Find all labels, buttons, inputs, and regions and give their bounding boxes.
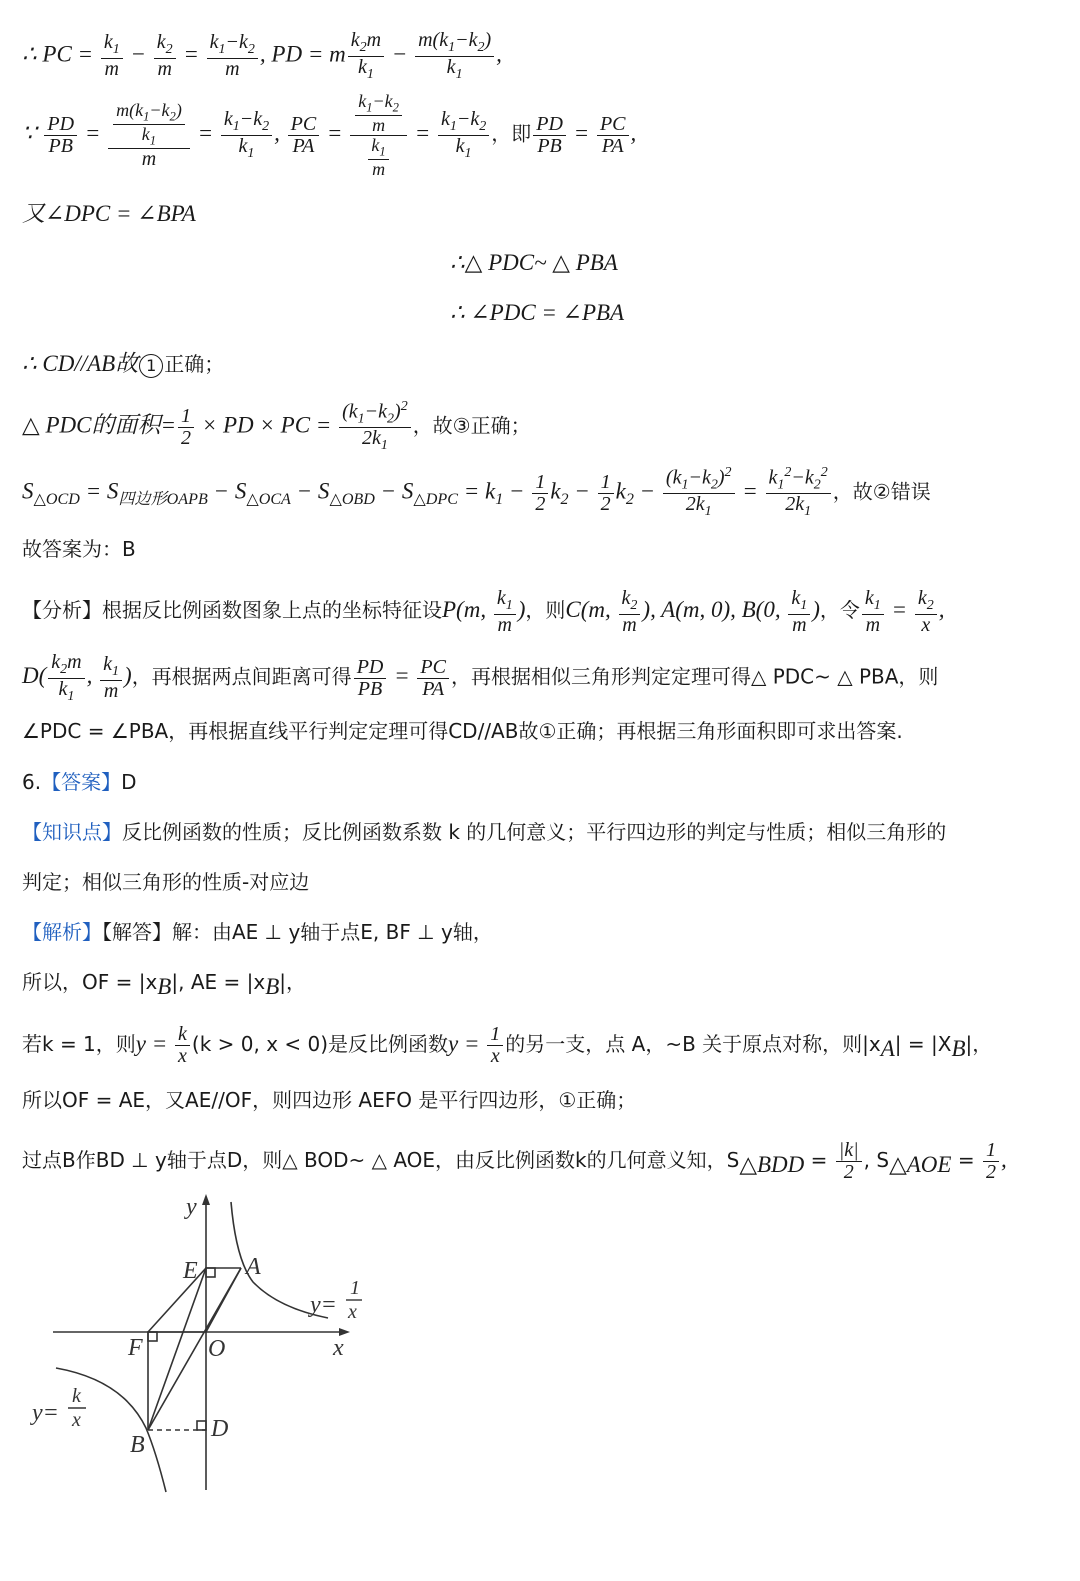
q6-answer-line: 6.【答案】D [22,770,137,794]
curve-1-label: y= [310,1292,337,1318]
q6-knowledge-line-2: 判定；相似三角形的性质-对应边 [22,870,310,894]
analysis-tag: 【分析】 [22,598,102,623]
y-arrow [202,1194,210,1205]
curve-1-num: 1 [350,1277,360,1299]
hyperbola-figure [28,1190,388,1510]
label-E: E [183,1258,198,1284]
line-parallel: ∴ CD//AB故 1 正确； [22,351,225,376]
curve-k-den: x [72,1409,81,1431]
segment-BA [148,1268,241,1430]
q6-line-bd: 过点B作BD ⊥ y轴于点D，则△ BOD~ △ AOE，由反比例函数k的几何意义知，$S_{\triangle BDD}$ = $\frac{|k|}{2}$ , $S_{\triangle AOE}$ = $\frac{1}{2}$ , [22,1139,1007,1183]
q6-line-parallelogram: 所以OF = AE，又AE//OF，则四边形 AEFO 是平行四边形，①正确； [22,1088,637,1112]
right-angle-F [148,1332,157,1341]
analysis-line-1: 【分析】根据反比例函数图象上点的坐标特征设P(m, $\frac{k_1}{m}$ )，则C(m, $\frac{k_2}{m}$ ), A(m, 0), B(0, $\frac{k_1}{m}$ )，令 $\frac{k_1}{m}$ = $\frac{k_2}{x}$ , [22,587,945,636]
label-O: O [208,1336,226,1362]
label-D: D [211,1416,229,1442]
line-area-pdc: △ PDC的面积= $\frac{1}{2}$ × PD × PC = $\frac{(k_1-k_2)^2}{2k_1}$ ，故③正确； [22,399,531,454]
line-similar: ∴△ PDC~ △ PBA [450,250,618,275]
curve-1-den: x [348,1301,357,1323]
q6-jiexi-line: 【解析】【解答】解：由AE ⊥ y轴于点E, BF ⊥ y轴， [22,920,493,944]
q6-line-so: 所以，OF = $|x_B|$, AE = $|x_B|$， [22,970,306,999]
line-angle-equal-2: ∴ ∠PDC = ∠PBA [450,300,625,325]
label-B: B [130,1432,145,1458]
label-x: x [333,1335,344,1361]
label-y: y [186,1194,197,1220]
analysis-line-2: D( $\frac{k_2m}{k_1}$ , $\frac{k_1}{m}$ )，再根据两点间距离可得 $\frac{PD}{PB}$ = $\frac{PC}{PA}$ ，再根据相似三角形判定定理可得△ PDC~ △ PBA，则 [22,651,939,704]
line-angle-equal: 又∠DPC = ∠BPA [22,201,196,226]
right-angle-E [206,1268,215,1277]
segment-BE [148,1268,206,1430]
right-angle-D [197,1421,206,1430]
label-F: F [128,1335,143,1361]
equation-pc-pd: ∴ PC = $\frac{k_1}{m}$ − $\frac{k_2}{m}$ = $\frac{k_1-k_2}{m}$ , PD = m $\frac{k_2m}{k_1}$ − $\frac{m(k_1-k_2)}{k_1}$ , [22,29,502,82]
q6-line-if: 若k = 1，则y = $\frac{k}{x}$ (k > 0, x < 0)是反比例函数y = $\frac{1}{x}$ 的另一支，点 A，~B 关于原点对称，则$|x_A| = |X_B|$， [22,1023,993,1067]
equation-ratio: ∵ $\frac{PD}{PB}$ = $\frac{\frac{m(k_1-k_2)}{k_1}}{m}$ = $\frac{k_1-k_2}{k_1}$ , $\frac{PC}{PA}$ = $\frac{\frac{k_1-k_2}{m}}{\frac{k_1}{m}}$ = $\frac{k_1-k_2}{k_1}$ ，即 $\frac{PD}{PB}$ = $\frac{PC}{PA}$ , [22,91,637,179]
q6-knowledge-line-1: 【知识点】反比例函数的性质；反比例函数系数 k 的几何意义；平行四边形的判定与性质；相似三角形的 [22,820,947,844]
answer-line: 故答案为：B [22,537,136,561]
label-A: A [246,1254,261,1280]
line-area-ocd: $S_{\triangle OCD} = S_{四边形OAPB} - S_{\triangle OCA} - S_{\triangle OBD} - S_{\triangle DPC} = k_1$ − $\frac{1}{2}$ $k_2$ − $\frac{1}{2}$ $k_2$ − $\frac{(k_1-k_2)^2}{2k_1}$ = $\frac{k_1^2-k_2^2}{2k_1}$ ，故②错误 [22,465,931,520]
curve-k-num: k [72,1385,81,1407]
curve-k-label: y= [32,1400,59,1426]
analysis-line-3: ∠PDC = ∠PBA，再根据直线平行判定定理可得CD//AB故①正确；再根据三角形面积即可求出答案. [22,719,903,743]
